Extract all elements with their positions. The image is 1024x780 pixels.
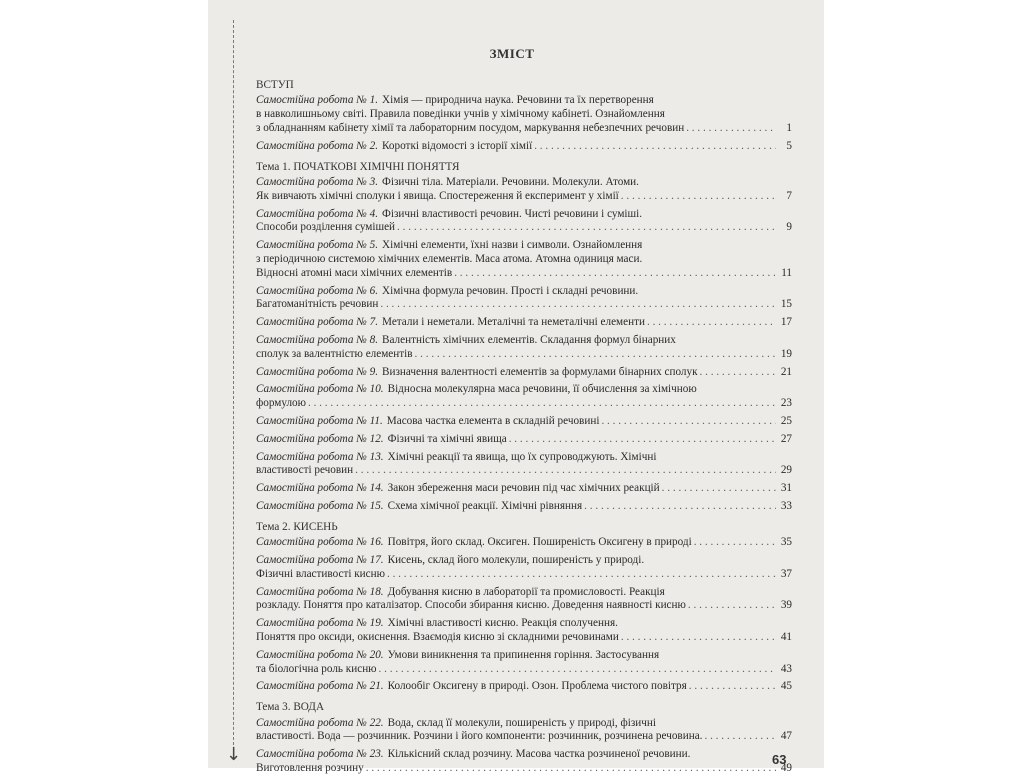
toc-entry-line [256,631,792,645]
entry-page-number: 27 [780,432,792,445]
dot-leader [380,298,776,312]
entry-page-number: 43 [780,662,792,675]
section-heading: Тема 2. КИСЕНЬ [256,520,338,533]
toc-entry-line [256,599,792,613]
entry-label: Самостійна робота № 19. [256,617,384,630]
entry-label: Самостійна робота № 5. [256,239,379,252]
toc-entry-line [256,298,792,312]
toc-entry [256,482,792,496]
entry-text: Багатоманітність речовин [256,298,379,311]
entry-label: Самостійна робота № 16. [256,536,384,549]
entry-text: Хімічні реакції та явища, що їх супроводжують. Хімічні [387,450,657,463]
toc-entry-line [256,253,792,267]
toc-entry-line [256,433,792,447]
toc-entry-line [256,415,792,429]
entry-text: властивості. Вода — розчинник. Розчини і його компоненти: розчинник, розчинена речовина. [256,730,703,743]
entry-page-number: 1 [786,122,792,134]
entry-text: Масова частка елемента в складній речовині [386,414,600,427]
toc-entry-line [256,663,792,677]
toc-entry [256,415,792,429]
dot-leader [366,762,776,776]
entry-label: Самостійна робота № 3. [256,176,379,188]
toc-entry [256,554,792,582]
entry-text: Відносна молекулярна маса речовини, її обчислення за хімічною [387,383,697,396]
toc-entry [256,433,792,447]
entry-text: Відносні атомні маси хімічних елементів [256,266,453,279]
toc-entry-line [256,140,792,154]
entry-text: Способи розділення сумішей [256,221,396,234]
entry-page-number: 21 [780,365,792,378]
dot-leader [704,730,776,744]
entry-label: Самостійна робота № 14. [256,482,384,495]
toc-entry [256,748,792,776]
toc-entry-line [256,316,792,330]
toc-entry-line [256,464,792,478]
toc-entry-line [256,122,792,136]
section-heading: ВСТУП [256,79,294,91]
entry-label: Самостійна робота № 8. [256,333,379,346]
entry-page-number: 19 [780,347,792,360]
dot-leader [454,267,776,281]
toc-entry [256,383,792,411]
entry-label: Самостійна робота № 2. [256,139,379,152]
dot-leader [689,680,776,694]
dot-leader [387,568,776,582]
entry-page-number: 29 [780,464,792,477]
toc-entry-line [256,190,792,204]
toc-entry-line [256,383,792,397]
toc-entry-line [256,554,792,568]
entry-text: Виготовлення розчину [256,761,364,774]
entry-label: Самостійна робота № 17. [256,553,384,566]
dot-leader [662,482,776,496]
entry-text: та біологічна роль кисню [256,662,377,675]
entry-label: Самостійна робота № 1. [256,94,379,107]
toc-entry-line [256,500,792,514]
entry-page-number: 17 [780,316,792,329]
toc-entry-line [256,348,792,362]
toc-entry-line [256,239,792,253]
toc-entry-line [256,397,792,411]
entry-text: з обладнанням кабінету хімії та лабораторним посудом, маркування небезпечних речовин [256,122,685,134]
entry-text: формулою [256,397,306,410]
entry-label: Самостійна робота № 22. [256,716,384,729]
dot-leader [397,221,776,235]
dot-leader [647,316,776,330]
entry-text: Схема хімічної реакції. Хімічні рівняння [387,499,583,512]
dot-leader [379,663,776,677]
toc-entry-line [256,536,792,550]
dot-leader [584,500,776,514]
toc-entry-line [256,366,792,380]
entry-text: Фізичні та хімічні явища [387,432,507,445]
toc-entry [256,649,792,677]
entry-text: розкладу. Поняття про каталізатор. Способи збирання кисню. Доведення наявності кисню [256,599,686,612]
entry-text: Вода, склад її молекули, поширеність у природі, фізичні [387,716,656,729]
entry-label: Самостійна робота № 11. [256,414,383,427]
toc-entry-line [256,649,792,663]
page-number: 63 [772,752,787,767]
toc-entry [256,140,792,154]
toc-entry [256,586,792,614]
entry-text: Фізичні властивості речовин. Чисті речовини і суміші. [382,207,643,220]
entry-page-number: 7 [786,189,792,202]
entry-text: властивості речовин [256,464,354,477]
dot-leader [694,536,776,550]
entry-text: Колообіг Оксигену в природі. Озон. Проблема чистого повітря [387,680,687,693]
entry-text: Визначення валентності елементів за формулами бінарних сполук [382,365,698,378]
entry-label: Самостійна робота № 21. [256,680,384,693]
entry-page-number: 33 [780,499,792,512]
page-title: ЗМІСТ [489,46,535,61]
entry-label: Самостійна робота № 9. [256,365,379,378]
toc-entry-line [256,748,792,762]
dot-leader [534,140,776,154]
entry-label: Самостійна робота № 7. [256,316,379,329]
toc-entry [256,285,792,313]
toc-entry [256,334,792,362]
toc-entry [256,451,792,479]
toc-entry-line [256,617,792,631]
toc-entry-line [256,176,792,190]
entry-text: Короткі відомості з історії хімії [382,139,533,152]
toc-entry-line [256,267,792,281]
toc-entry-line [256,108,792,122]
entry-page-number: 15 [780,298,792,311]
entry-label: Самостійна робота № 20. [256,648,384,661]
entry-text: Кисень, склад його молекули, поширеність у природі. [387,553,645,566]
entry-text: Хімічні властивості кисню. Реакція сполучення. [387,617,618,630]
entry-text: Хімічна формула речовин. Прості і складні речовини. [382,284,639,297]
entry-text: Хімічні елементи, їхні назви і символи. Ознайомлення [382,239,643,252]
entry-text: Фізичні тіла. Матеріали. Речовини. Молекули. Атоми. [382,176,639,188]
toc-entry-line [256,568,792,582]
entry-text: Добування кисню в лабораторії та промисловості. Реакція [387,585,665,598]
dot-leader [686,122,776,136]
toc-entry [256,208,792,236]
entry-page-number: 45 [780,680,792,693]
table-of-contents [256,78,792,780]
entry-page-number: 47 [780,730,792,743]
toc-entry [256,500,792,514]
entry-page-number: 35 [780,536,792,549]
entry-text: Закон збереження маси речовин під час хімічних реакцій [387,482,660,495]
dot-leader [688,599,776,613]
toc-entry-line [256,334,792,348]
entry-page-number: 49 [780,761,792,774]
section-heading: Тема 1. ПОЧАТКОВІ ХІМІЧНІ ПОНЯТТЯ [256,160,460,173]
entry-page-number: 5 [786,139,792,152]
dot-leader [509,433,776,447]
toc-entry-line [256,482,792,496]
toc-entry [256,316,792,330]
entry-label: Самостійна робота № 13. [256,450,384,463]
toc-entry [256,680,792,694]
dot-leader [355,464,776,478]
entry-text: сполук за валентністю елементів [256,347,413,360]
entry-page-number: 25 [780,414,792,427]
entry-text: Метали і неметали. Металічні та неметалічні елементи [382,316,645,329]
entry-page-number: 23 [780,397,792,410]
entry-text: Валентність хімічних елементів. Складання формул бінарних [382,333,676,346]
toc-entry-line [256,730,792,744]
toc-entry-line [256,717,792,731]
entry-text: з періодичною системою хімічних елементів. Маса атома. Атомна одиниця маси. [256,252,643,265]
toc-entry [256,94,792,135]
dot-leader [308,397,776,411]
entry-page-number: 31 [780,482,792,495]
section-heading: Тема 3. ВОДА [256,701,325,714]
entry-page-number: 37 [780,567,792,580]
entry-text: Поняття про оксиди, окиснення. Взаємодія кисню зі складними речовинами [256,630,619,643]
toc-entry [256,239,792,280]
toc-entry-line [256,208,792,222]
entry-label: Самостійна робота № 6. [256,284,379,297]
cut-line [233,20,234,755]
toc-entry-line [256,586,792,600]
dot-leader [601,415,776,429]
entry-label: Самостійна робота № 23. [256,748,384,761]
dot-leader [415,348,776,362]
toc-entry-line [256,762,792,776]
entry-text: Фізичні властивості кисню [256,567,385,580]
entry-label: Самостійна робота № 18. [256,585,384,598]
toc-entry-line [256,680,792,694]
toc-entry [256,717,792,745]
entry-page-number: 41 [780,630,792,643]
entry-text: Як вивчають хімічні сполуки і явища. Спостереження й експеримент у хімії [256,189,619,202]
entry-page-number: 9 [786,221,792,234]
entry-text: Умови виникнення та припинення горіння. Застосування [387,648,660,661]
toc-entry-line [256,221,792,235]
toc-entry [256,176,792,204]
entry-label: Самостійна робота № 10. [256,383,384,396]
entry-page-number: 11 [781,266,792,279]
dot-leader [621,190,776,204]
toc-entry-line [256,451,792,465]
entry-label: Самостійна робота № 4. [256,207,379,220]
toc-entry [256,366,792,380]
entry-page-number: 39 [780,599,792,612]
cut-arrow-icon: ↓ [226,744,242,765]
entry-text: в навколишньому світі. Правила поведінки учнів у хімічному кабінеті. Ознайомлення [256,108,665,121]
toc-entry [256,617,792,645]
entry-text: Хімія — природнича наука. Речовини та їх перетворення [382,94,654,107]
entry-text: Кількісний склад розчину. Масова частка розчиненої речовини. [387,748,691,761]
toc-entry-line [256,285,792,299]
toc-entry-line [256,94,792,108]
entry-label: Самостійна робота № 15. [256,499,384,512]
dot-leader [621,631,776,645]
dot-leader [700,366,776,380]
toc-entry [256,536,792,550]
entry-text: Повітря, його склад. Оксиген. Поширеність Оксигену в природі [387,536,692,549]
entry-label: Самостійна робота № 12. [256,432,384,445]
